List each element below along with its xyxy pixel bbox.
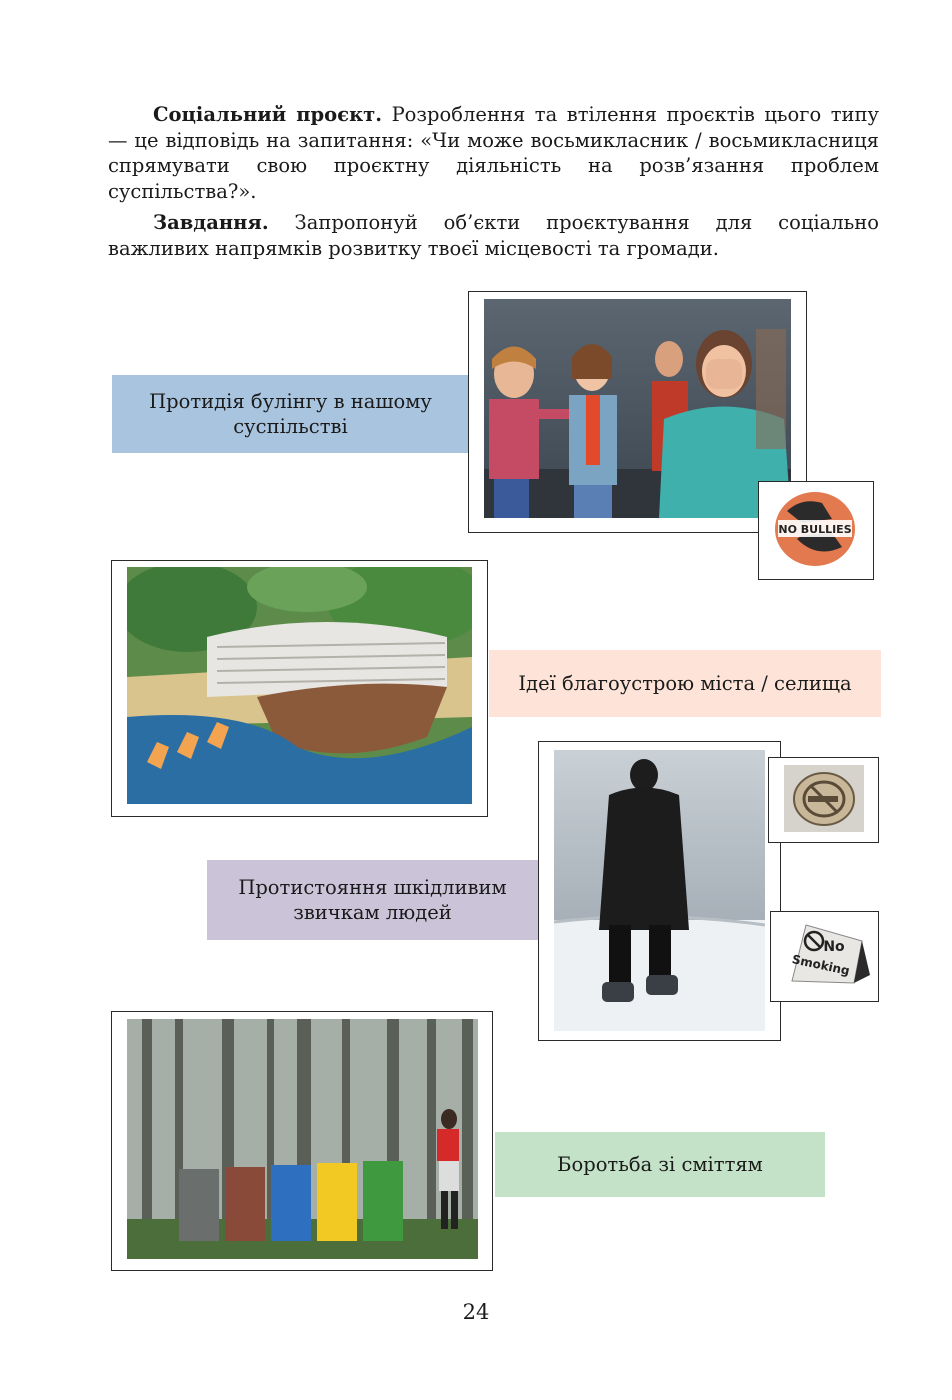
page-number: 24	[462, 1300, 490, 1324]
no-bullies-icon	[772, 489, 858, 569]
task-term: Завдання.	[153, 211, 269, 234]
task-paragraph	[108, 210, 879, 261]
task-text: Запропонуй об’єкти проєктування для соціально важливих напрямків розвитку твоєї місцевості та громади.	[108, 211, 879, 260]
no-smoking-word-2: Smoking	[790, 952, 851, 979]
topic-label-bullying	[112, 375, 469, 453]
no-smoking-round-icon	[784, 765, 864, 832]
no-bullies-text: NO BULLIES	[778, 523, 852, 536]
topic-label-waste	[495, 1132, 825, 1197]
topic-label-city	[489, 650, 881, 717]
intro-term: Соціальний проєкт.	[153, 103, 383, 126]
intro-paragraph	[108, 102, 879, 204]
intro-text: Розроблення та втілення проєктів цього типу — це відповідь на запитання: «Чи може восьмикласник / восьмикласниця спрямувати свою проєктну діяльність на розв’язання проблем суспільства?».	[108, 103, 879, 203]
bullying-photo	[484, 299, 791, 518]
topic-label-bullying-text: Протидія булінгу в нашому суспільстві	[149, 390, 432, 438]
amphitheater-photo	[127, 567, 472, 804]
topic-label-waste-text: Боротьба зі сміттям	[557, 1153, 763, 1176]
no-smoking-word-1: No	[823, 939, 845, 955]
no-smoking-sign-icon	[784, 919, 870, 989]
man-in-snow-photo	[554, 750, 765, 1031]
recycling-bins-photo	[127, 1019, 478, 1259]
topic-label-habits-text: Протистояння шкідливим звичкам людей	[238, 876, 507, 924]
topic-label-habits	[207, 860, 538, 940]
topic-label-city-text: Ідеї благоустрою міста / селища	[518, 672, 852, 695]
